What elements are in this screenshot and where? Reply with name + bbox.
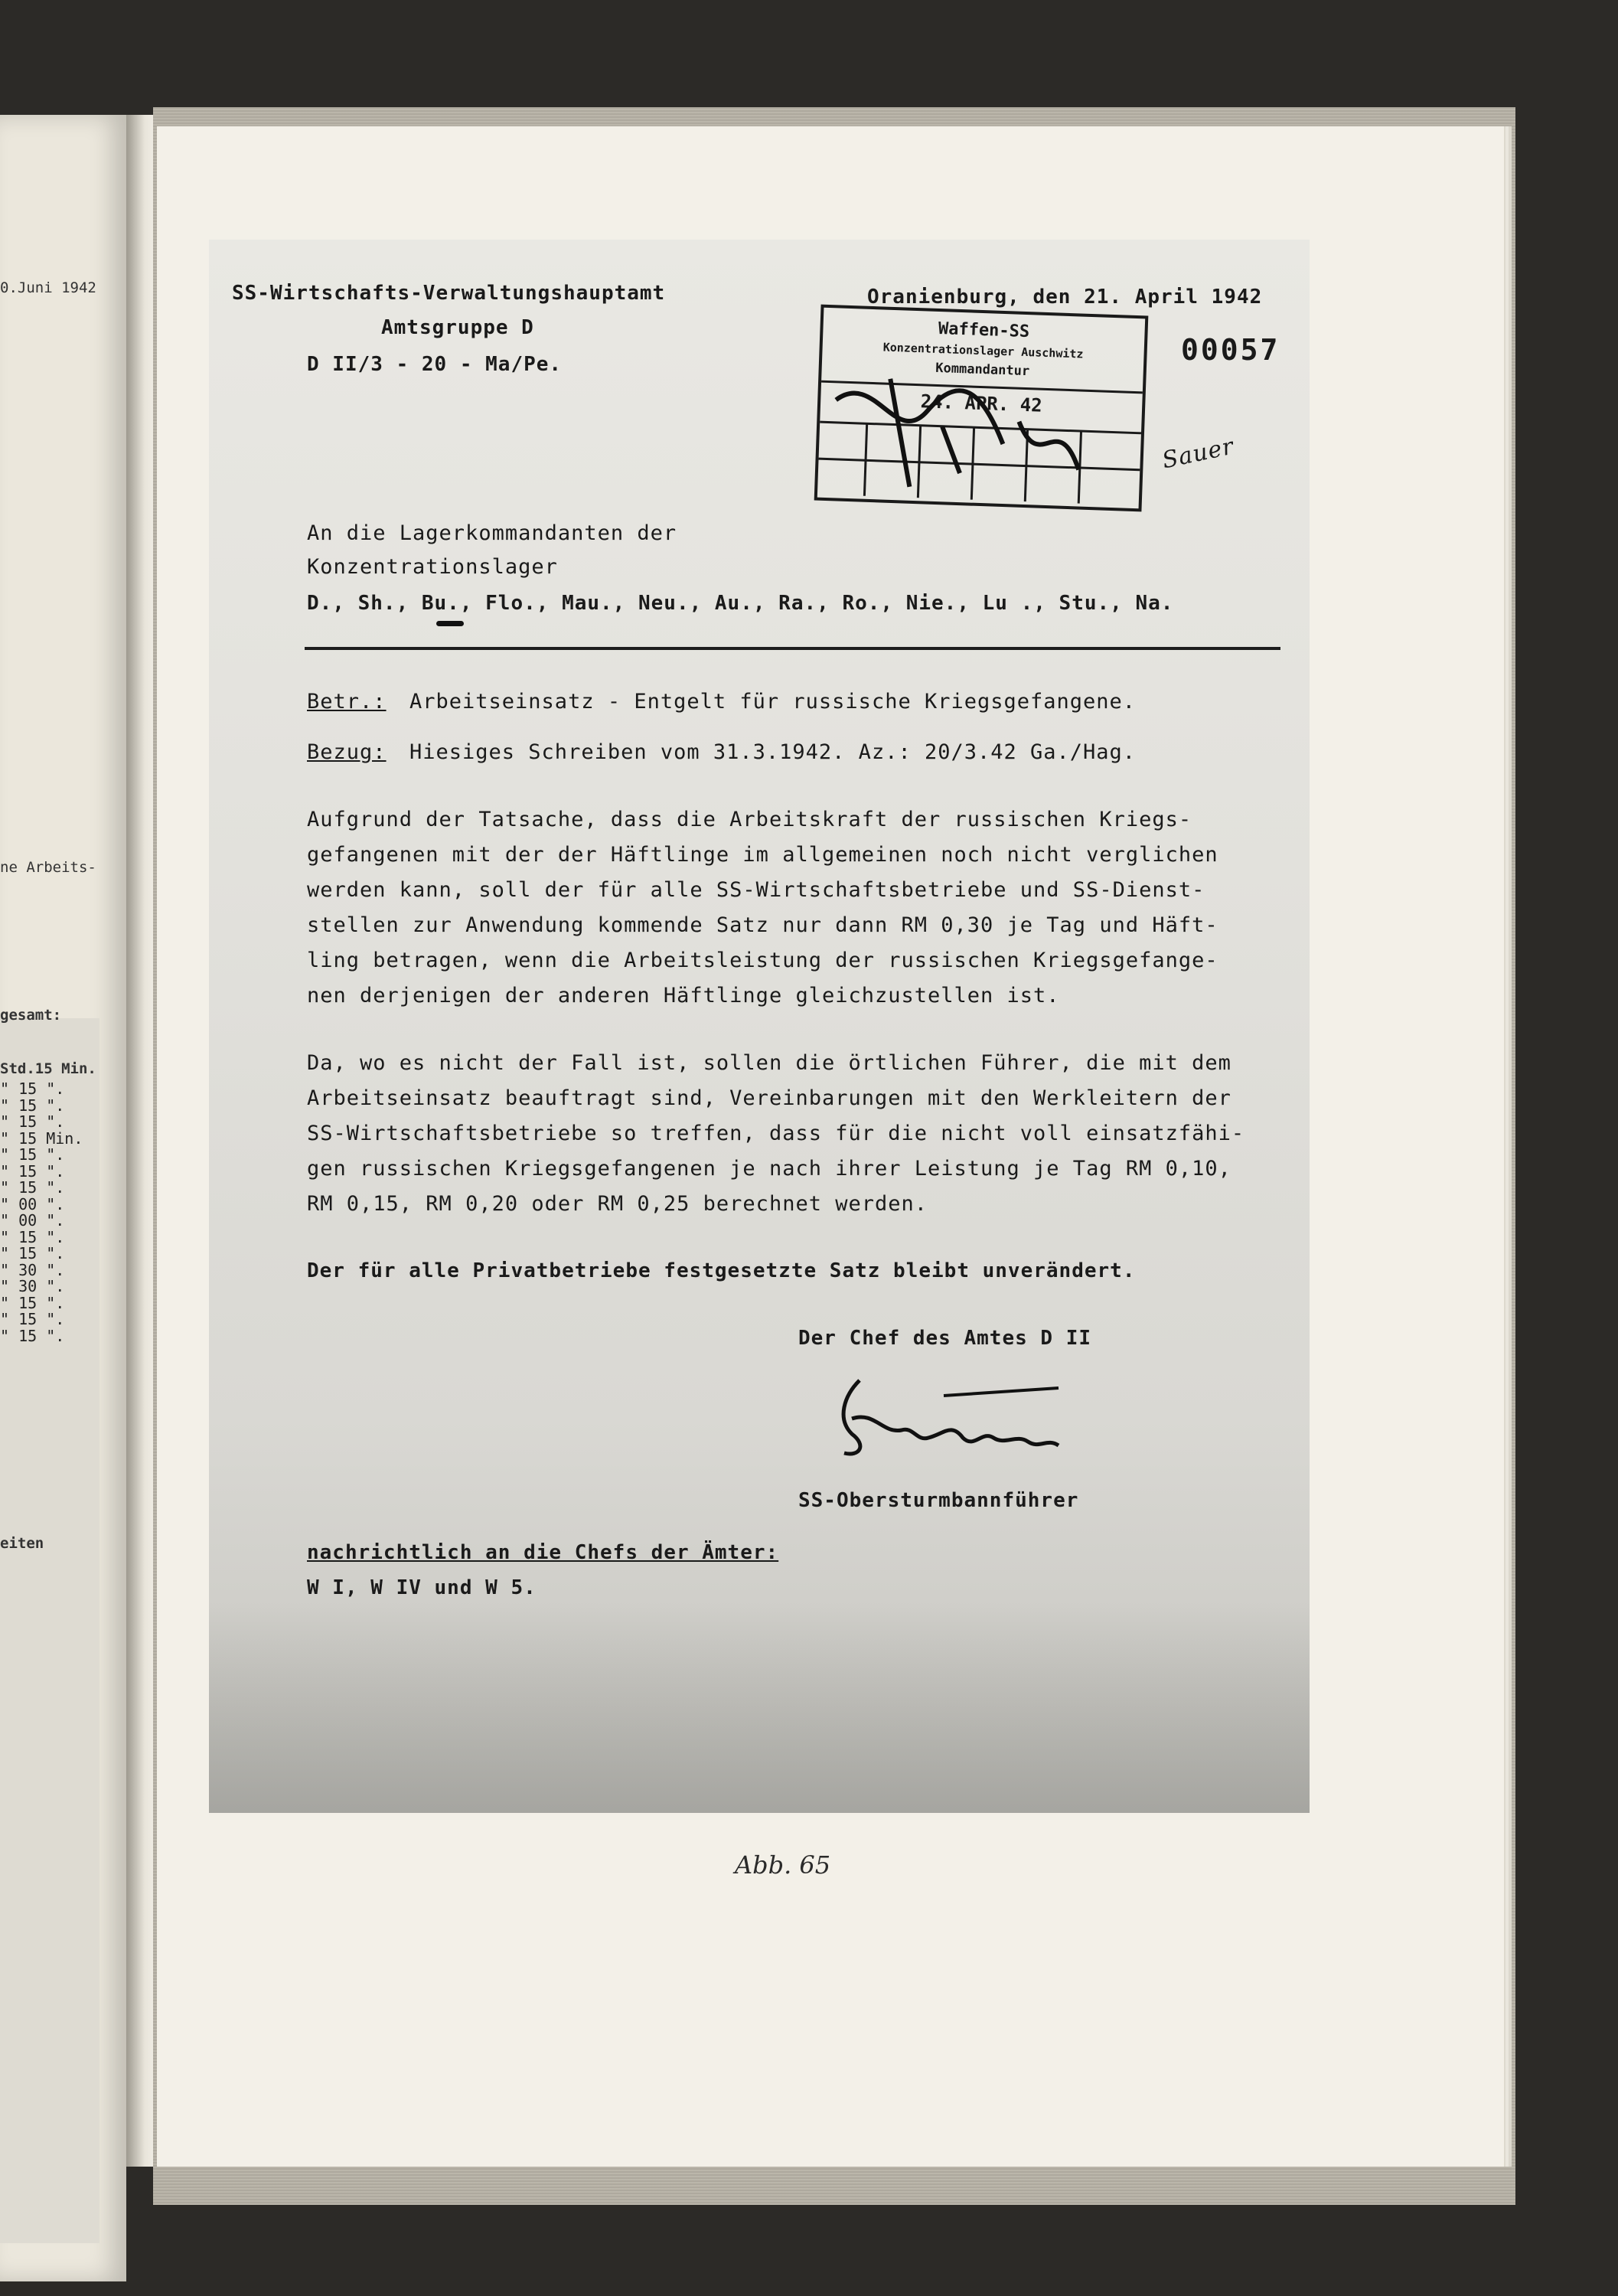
left-page-row: " 15 ". <box>0 1112 65 1131</box>
left-page-row: " 15 ". <box>0 1293 65 1312</box>
paragraph-2-line-1: Da, wo es nicht der Fall ist, sollen die örtlichen Führer, die mit dem <box>307 1051 1231 1075</box>
left-page-first-row: Std.15 Min. <box>0 1060 96 1077</box>
cc-heading: nachrichtlich an die Chefs der Ämter: <box>307 1541 779 1564</box>
separator-line <box>305 647 1280 650</box>
left-page-row: " 00 ". <box>0 1194 65 1213</box>
paragraph-2-line-2: Arbeitseinsatz beauftragt sind, Vereinbarungen mit den Werkleitern der <box>307 1086 1231 1110</box>
stamp-date: 24. APR. 42 <box>920 390 1043 416</box>
paragraph-2-line-5: RM 0,15, RM 0,20 oder RM 0,25 berechnet werden. <box>307 1192 928 1216</box>
signatory-rank: SS-Obersturmbannführer <box>798 1489 1079 1512</box>
stamp-scribble <box>825 354 1136 502</box>
sender-line-1: SS-Wirtschafts-Verwaltungshauptamt <box>232 282 666 305</box>
left-page-label-fragment: ne Arbeits- <box>0 859 96 876</box>
figure-caption: Abb. 65 <box>735 1850 831 1880</box>
paragraph-1-line-2: gefangenen mit der der Häftlinge im allgemeinen noch nicht verglichen <box>307 843 1218 867</box>
subject-label: Betr.: <box>307 690 387 714</box>
received-stamp <box>814 305 1149 512</box>
left-facing-page <box>0 115 126 2281</box>
left-page-date-fragment: 0.Juni 1942 <box>0 279 96 296</box>
left-page-row: " 30 ". <box>0 1260 65 1279</box>
photo-shading <box>209 1602 1310 1813</box>
reference-text: Hiesiges Schreiben vom 31.3.1942. Az.: 20/3.42 Ga./Hag. <box>409 740 1137 764</box>
handwritten-signature <box>829 1365 1074 1472</box>
left-page-row: " 15 ". <box>0 1161 65 1181</box>
left-page-row: " 15 ". <box>0 1096 65 1115</box>
subject-text: Arbeitseinsatz - Entgelt für russische Kriegsgefangene. <box>409 690 1137 714</box>
left-page-row: " 15 ". <box>0 1145 65 1164</box>
left-page-row: " 15 ". <box>0 1326 65 1345</box>
left-page-total-fragment: gesamt: <box>0 1007 62 1024</box>
cc-list: W I, W IV und W 5. <box>307 1576 537 1599</box>
left-page-row: " 15 Min. <box>0 1128 83 1148</box>
closing-line: Der Chef des Amtes D II <box>798 1327 1092 1350</box>
paragraph-1-line-4: stellen zur Anwendung kommende Satz nur dann RM 0,30 je Tag und Häft- <box>307 913 1218 937</box>
letter-photograph <box>209 240 1310 1813</box>
addressee-line-3: D., Sh., Bu., Flo., Mau., Neu., Au., Ra., Ro., Nie., Lu ., Stu., Na. <box>307 592 1174 615</box>
left-page-bottom-fragment: eiten <box>0 1535 44 1552</box>
paragraph-3: Der für alle Privatbetriebe festgesetzte Satz bleibt unverändert. <box>307 1259 1136 1282</box>
handwritten-initials: Sauer <box>1160 433 1237 475</box>
left-page-row: " 15 ". <box>0 1178 65 1197</box>
left-page-row: " 30 ". <box>0 1277 65 1295</box>
book-gutter <box>126 115 157 2167</box>
left-page-row: " 15 ". <box>0 1079 65 1098</box>
left-page-row: " 00 ". <box>0 1211 65 1230</box>
paragraph-1-line-6: nen derjenigen der anderen Häftlinge gleichzustellen ist. <box>307 984 1060 1008</box>
sender-line-3: D II/3 - 20 - Ma/Pe. <box>307 353 563 376</box>
left-page-row: " 15 ". <box>0 1310 65 1328</box>
addressee-line-2: Konzentrationslager <box>307 555 558 579</box>
left-page-row: " 15 ". <box>0 1244 65 1262</box>
stamp-line-3: Kommandantur <box>935 360 1030 380</box>
reference-label: Bezug: <box>307 740 387 764</box>
paragraph-1-line-1: Aufgrund der Tatsache, dass die Arbeitskraft der russischen Kriegs- <box>307 808 1192 831</box>
paragraph-2-line-4: gen russischen Kriegsgefangenen je nach ihrer Leistung je Tag RM 0,10, <box>307 1157 1231 1181</box>
paragraph-1-line-5: ling betragen, wenn die Arbeitsleistung der russischen Kriegsgefange- <box>307 949 1218 972</box>
stamp-line-1: Waffen-SS <box>938 318 1030 342</box>
document-number: 00057 <box>1181 333 1280 367</box>
addressee-line-1: An die Lagerkommandanten der <box>307 521 677 545</box>
sender-line-2: Amtsgruppe D <box>381 316 534 339</box>
camp-marker-dash <box>436 621 464 626</box>
left-page-row: " 15 ". <box>0 1227 65 1246</box>
paragraph-1-line-3: werden kann, soll der für alle SS-Wirtschaftsbetriebe und SS-Dienst- <box>307 878 1205 902</box>
left-page-rows <box>0 1081 99 1344</box>
paragraph-2-line-3: SS-Wirtschaftsbetriebe so treffen, dass für die nicht voll einsatzfähi- <box>307 1122 1245 1145</box>
place-date: Oranienburg, den 21. April 1942 <box>867 286 1263 309</box>
stamp-line-2: Konzentrationslager Auschwitz <box>882 340 1084 361</box>
